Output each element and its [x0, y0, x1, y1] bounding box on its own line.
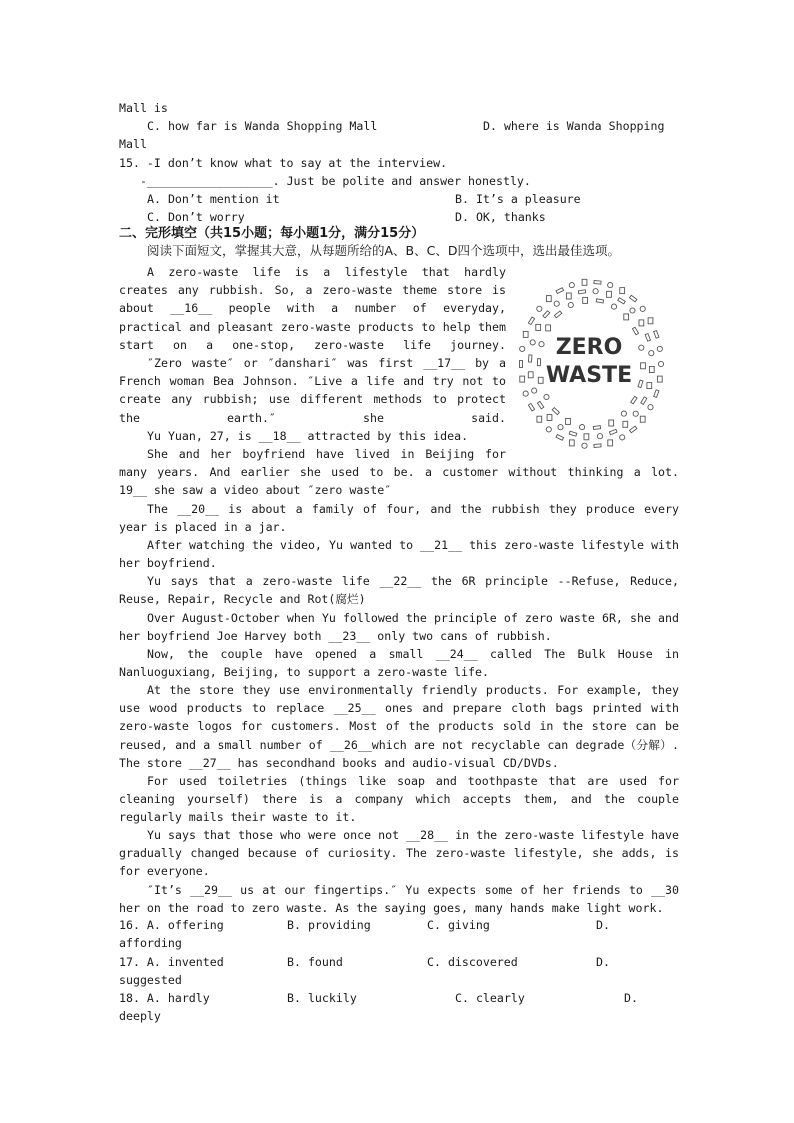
ring-item-icon — [649, 367, 654, 373]
ring-item-icon — [528, 317, 534, 325]
passage-paragraph-12: Yu says that those who were once not __28__ in the zero-waste lifestyle have gradually changed because of curiosity. The zero-waste lifestyle, she adds, is for everyone. — [119, 828, 679, 879]
passage-paragraph-6: After watching the video, Yu wanted to __21__ this zero-waste lifestyle with her boyfriend. — [119, 538, 679, 571]
passage-paragraph-11: For used toiletries (things like soap and toothpaste that are used for cleaning yourself) there is a company which accepts them, and the couple regularly mails their waste to it. — [119, 774, 679, 825]
q16-option-a: 16. A. offering — [119, 918, 224, 932]
passage-paragraph-8: Over August-October when Yu followed the principle of zero waste 6R, she and her boyfriend Joe Harvey both __23__ only two cans of rubbish. — [119, 611, 679, 644]
q18-option-b: B. luckily — [287, 991, 357, 1005]
ring-item-icon — [554, 311, 561, 318]
ring-item-icon — [638, 380, 643, 388]
ring-item-icon — [631, 396, 637, 403]
ring-item-icon — [623, 421, 628, 427]
ring-item-icon — [632, 327, 638, 335]
q17-option-b: B. found — [287, 955, 343, 969]
q15-option-c: C. Don’t worry — [147, 210, 245, 224]
ring-item-icon — [523, 391, 528, 396]
ring-item-icon — [578, 290, 585, 294]
section-heading: 二、完形填空（共15小题；每小题1分，满分15分） — [119, 226, 425, 241]
q14-wrap-line: Mall is — [119, 101, 168, 115]
ring-item-icon — [607, 291, 612, 297]
ring-item-icon — [649, 351, 654, 356]
q15-option-a: A. Don’t mention it — [147, 192, 280, 206]
ring-item-icon — [648, 405, 653, 410]
ring-item-icon — [648, 318, 653, 324]
ring-item-icon — [532, 388, 537, 393]
ring-item-icon — [608, 440, 613, 446]
ring-item-icon — [654, 331, 659, 339]
ring-item-icon — [645, 334, 650, 342]
passage-paragraph-13: ″It’s __29__ us at our fingertips.″ Yu expects some of her friends to __30 her on the road to zero waste. As the saying goes, many hands make light work. — [119, 883, 679, 916]
q16-option-c: C. giving — [427, 918, 490, 932]
q18-option-c: C. clearly — [455, 991, 525, 1005]
passage-paragraph-10: At the store they use environmentally friendly products. For example, they use wood products to replace __25__ ones and prepare cloth bags printed with zero-waste logos for customers. Most of the products sold in the store can be reused, and a small number of __26__which are not recyclable can degrade（分解）. The store __27__ has secondhand books and audio-visual CD/DVDs. — [119, 683, 679, 770]
ring-item-icon — [620, 288, 625, 294]
ring-item-icon — [528, 355, 531, 362]
ring-item-icon — [528, 403, 534, 411]
q17-option-d: D. — [596, 955, 610, 969]
ring-item-icon — [536, 324, 541, 330]
q18-option-d: D. — [624, 991, 638, 1005]
ring-item-icon — [569, 440, 574, 446]
ring-item-icon — [593, 426, 600, 430]
ring-item-icon — [554, 301, 559, 306]
q15-blank-line: -__________________. Just be polite and answer honestly. — [140, 174, 531, 188]
logo-word-waste: WASTE — [545, 363, 633, 388]
passage-paragraph-4-line-3: 19__ she saw a video about ″zero waste″ — [119, 483, 392, 497]
ring-item-icon — [647, 383, 652, 389]
ring-item-icon — [537, 416, 542, 422]
passage-paragraph-7: Yu says that a zero-waste life __22__ the 6R principle --Refuse, Reduce, Reuse, Repair, Recycle and Rot(腐烂) — [119, 574, 679, 607]
ring-item-icon — [633, 411, 638, 416]
ring-item-icon — [556, 435, 564, 441]
ring-item-icon — [558, 425, 563, 430]
q17-option-c: C. discovered — [427, 955, 518, 969]
ring-item-icon — [596, 299, 603, 303]
ring-item-icon — [640, 416, 645, 422]
passage-paragraph-3: Yu Yuan, 27, is __18__ attracted by this idea. — [147, 429, 469, 443]
q14-option-d: D. where is Wanda Shopping — [483, 119, 665, 133]
logo-word-zero: ZERO — [555, 335, 623, 360]
ring-item-icon — [528, 372, 533, 378]
ring-item-icon — [639, 320, 644, 326]
ring-item-icon — [537, 359, 540, 366]
ring-item-icon — [657, 346, 662, 351]
ring-item-icon — [556, 288, 564, 294]
ring-item-icon — [547, 415, 552, 421]
ring-item-icon — [546, 325, 551, 331]
ring-item-icon — [641, 397, 647, 405]
q16-option-d-wrap: affording — [119, 936, 182, 950]
q17-option-d-wrap: suggested — [119, 973, 182, 987]
q15-option-b: B. It’s a pleasure — [455, 192, 581, 206]
q15-option-d: D. OK, thanks — [455, 210, 546, 224]
ring-item-icon — [641, 363, 646, 369]
ring-item-icon — [546, 296, 551, 302]
ring-item-icon — [546, 427, 551, 432]
q18-option-d-wrap: deeply — [119, 1009, 161, 1023]
ring-item-icon — [568, 302, 573, 307]
passage-paragraph-1: A zero-waste life is a lifestyle that hardly creates any rubbish. So, a zero-waste theme store is about __16__ people with a number of everyday, practical and pleasant zero-waste products to help them start on a one-stop, zero-waste life journey. — [119, 265, 506, 352]
ring-item-icon — [537, 401, 543, 408]
ring-item-icon — [552, 408, 559, 415]
ring-item-icon — [520, 361, 523, 368]
ring-item-icon — [594, 444, 601, 448]
ring-item-icon — [543, 311, 550, 318]
ring-item-icon — [658, 361, 663, 366]
ring-item-icon — [594, 281, 601, 285]
ring-item-icon — [584, 434, 589, 440]
passage-paragraph-9: Now, the couple have opened a small __24__ called The Bulk House in Nanluoguxiang, Beijing, to support a zero-waste life. — [119, 647, 679, 680]
ring-item-icon — [537, 306, 542, 311]
ring-item-icon — [566, 293, 571, 299]
ring-item-icon — [539, 342, 544, 347]
ring-item-icon — [569, 283, 574, 288]
ring-item-icon — [566, 418, 571, 424]
ring-item-icon — [580, 425, 585, 430]
q14-option-d-wrap: Mall — [119, 137, 147, 151]
ring-item-icon — [639, 345, 644, 350]
ring-item-icon — [544, 394, 549, 399]
ring-item-icon — [538, 377, 543, 383]
ring-item-icon — [611, 304, 616, 309]
ring-item-icon — [657, 376, 662, 382]
ring-item-icon — [618, 298, 626, 304]
ring-item-icon — [530, 340, 535, 345]
q18-option-a: 18. A. hardly — [119, 991, 210, 1005]
ring-item-icon — [582, 443, 587, 448]
q16-option-d: D. — [596, 918, 610, 932]
ring-item-icon — [583, 297, 588, 303]
ring-item-icon — [569, 431, 577, 436]
q16-option-b: B. providing — [287, 918, 371, 932]
ring-item-icon — [593, 289, 598, 294]
section-instruction: 阅读下面短文，掌握其大意，从每题所给的A、B、C、D四个选项中，选出最佳选项。 — [147, 243, 620, 258]
ring-item-icon — [640, 306, 645, 311]
passage-paragraph-4-line-2: many years. And earlier she used to be. a customer without thinking a lot. — [119, 465, 679, 479]
ring-item-icon — [620, 435, 625, 440]
ring-item-icon — [609, 429, 617, 434]
ring-item-icon — [630, 295, 637, 302]
ring-item-icon — [624, 314, 629, 320]
passage-paragraph-4-line-1: She and her boyfriend have lived in Beijing for — [147, 447, 506, 461]
passage-paragraph-2: ″Zero waste″ or ″danshari″ was first __17__ by a French woman Bea Johnson. ″Live a life and try not to create any rubbish; use different methods to protect the earth.″ she said. — [119, 356, 506, 425]
ring-item-icon — [630, 426, 637, 433]
zero-waste-logo — [515, 272, 675, 452]
ring-item-icon — [630, 308, 635, 313]
ring-item-icon — [520, 376, 525, 382]
ring-item-icon — [608, 283, 613, 288]
q14-option-c: C. how far is Wanda Shopping Mall — [147, 119, 378, 133]
q17-option-a: 17. A. invented — [119, 955, 224, 969]
q15-question: 15. -I don’t know what to say at the interview. — [119, 156, 448, 170]
passage-paragraph-5: The __20__ is about a family of four, and the rubbish they produce every year is placed in a jar. — [119, 502, 679, 535]
ring-item-icon — [609, 420, 614, 426]
ring-item-icon — [520, 346, 525, 351]
ring-item-icon — [523, 331, 528, 337]
ring-item-icon — [621, 411, 626, 416]
ring-item-icon — [582, 279, 587, 285]
ring-item-icon — [597, 434, 602, 439]
ring-item-icon — [654, 390, 659, 398]
